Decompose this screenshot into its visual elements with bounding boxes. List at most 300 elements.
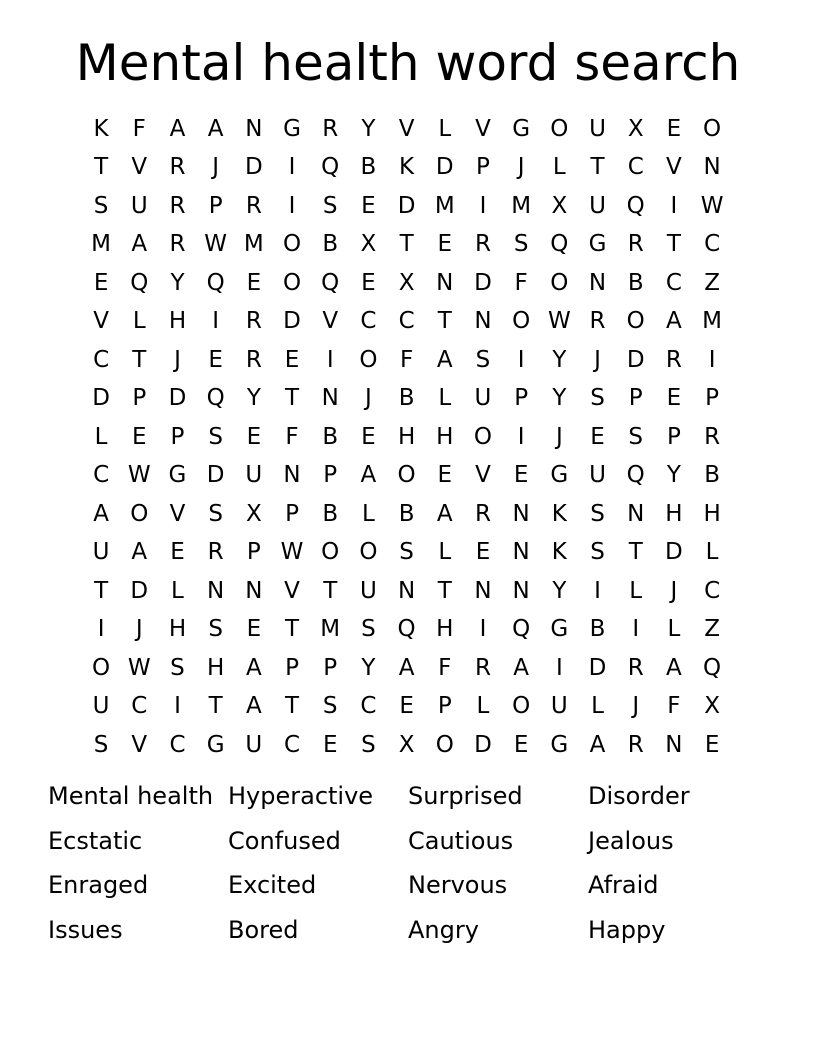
letter-grid [82,110,731,765]
grid-letter: E [322,731,338,758]
grid-letter: E [246,616,262,643]
grid-letter: G [550,462,569,489]
grid-letter: J [517,154,525,181]
grid-letter: E [284,346,300,373]
grid-letter: D [130,577,149,604]
grid-letter: V [131,731,148,758]
grid-letter: C [169,731,186,758]
grid-letter: N [207,577,225,604]
grid-letter: P [705,385,720,412]
grid-letter: O [550,269,569,296]
grid-letter: O [282,269,302,296]
grid-letter: D [244,154,263,181]
grid-letter: R [627,231,644,258]
grid-letter: S [590,500,605,527]
grid-letter: C [704,231,721,258]
grid-letter: W [700,192,724,219]
grid-letter: F [132,115,146,142]
grid-letter: S [628,423,644,450]
grid-letter: C [627,154,644,181]
grid-letter: S [590,385,605,412]
grid-letter: Z [704,616,720,643]
grid-letter: A [666,654,682,681]
grid-letter: P [666,423,681,450]
grid-letter: A [169,115,186,142]
grid-letter: X [704,693,720,720]
grid-letter: T [132,346,147,373]
grid-letter: R [474,500,491,527]
grid-letter: I [288,192,296,219]
grid-letter: S [208,616,223,643]
grid-letter: D [474,731,492,758]
grid-letter: F [285,423,299,450]
grid-letter: E [399,693,414,720]
grid-letter: X [398,731,415,758]
grid-letter: P [285,654,299,681]
grid-letter: I [555,654,563,681]
grid-letter: Y [246,385,261,412]
page-title: Mental health word search [75,34,741,92]
grid-letter: U [245,731,263,758]
grid-letter: C [284,731,301,758]
grid-letter: L [438,115,452,142]
grid-letter: T [285,385,300,412]
grid-letter: X [245,500,262,527]
grid-letter: V [169,500,186,527]
grid-letter: B [322,423,339,450]
grid-letter: X [551,192,568,219]
grid-letter: C [93,346,110,373]
grid-letter: E [437,231,453,258]
word-list-item: Surprised [408,782,523,810]
grid-letter: J [174,346,181,373]
grid-letter: T [208,693,223,720]
grid-letter: R [704,423,721,450]
grid-letter: J [594,346,601,373]
grid-letter: T [94,577,109,604]
grid-letter: U [359,577,377,604]
grid-letter: A [131,539,148,566]
grid-letter: C [360,693,377,720]
word-list-item: Excited [228,871,317,900]
grid-letter: H [703,500,721,527]
grid-letter: Z [704,269,720,296]
grid-letter: E [666,115,682,142]
grid-letter: P [323,654,338,681]
grid-letter: T [628,539,643,566]
grid-letter: T [437,577,452,604]
grid-letter: F [514,269,528,296]
grid-letter: N [627,500,645,527]
grid-letter: O [703,115,722,142]
grid-letter: L [629,577,643,604]
grid-letter: Q [206,269,225,296]
grid-letter: I [708,346,716,373]
grid-letter: S [208,500,223,527]
grid-letter: A [436,346,453,373]
grid-letter: Y [552,385,567,412]
grid-letter: I [479,616,487,643]
grid-letter: E [361,269,376,296]
grid-letter: R [474,231,491,258]
grid-letter: M [243,231,264,258]
grid-letter: I [632,616,640,643]
grid-letter: H [207,654,225,681]
grid-letter: W [547,308,571,335]
grid-letter: S [322,693,338,720]
grid-letter: R [207,539,224,566]
grid-letter: E [666,385,682,412]
grid-letter: C [665,269,682,296]
grid-letter: N [512,539,530,566]
grid-letter: J [212,154,220,181]
grid-letter: H [397,423,416,450]
grid-letter: V [93,308,109,335]
grid-letter: R [169,231,186,258]
grid-letter: N [245,577,263,604]
grid-letter: A [666,308,682,335]
grid-letter: L [438,385,452,412]
grid-letter: D [92,385,110,412]
grid-letter: D [206,462,225,489]
grid-letter: Q [321,269,340,296]
grid-letter: M [434,192,455,219]
grid-letter: N [436,269,454,296]
grid-letter: X [398,269,415,296]
grid-letter: G [168,462,187,489]
grid-letter: V [284,577,300,604]
grid-letter: J [555,423,563,450]
grid-letter: H [436,616,454,643]
grid-letter: R [322,115,339,142]
grid-letter: U [474,385,492,412]
grid-letter: C [93,462,110,489]
grid-letter: N [397,577,416,604]
grid-letter: I [517,346,525,373]
grid-letter: T [666,231,681,258]
grid-letter: V [475,462,491,489]
grid-letter: Q [321,154,340,181]
grid-letter: B [704,462,720,489]
word-list-item: Ecstatic [48,826,143,855]
grid-letter: A [513,654,530,681]
grid-letter: A [436,500,453,527]
grid-letter: L [705,539,719,566]
grid-letter: E [590,423,605,450]
grid-letter: N [665,731,683,758]
grid-letter: D [283,308,301,335]
grid-letter: A [360,462,377,489]
grid-letter: R [245,308,262,335]
grid-letter: H [168,616,187,643]
grid-letter: O [321,539,340,566]
grid-letter: E [513,731,529,758]
grid-letter: A [207,115,224,142]
grid-letter: T [285,693,300,720]
grid-letter: I [479,192,487,219]
grid-letter: W [280,539,304,566]
grid-letter: P [132,385,147,412]
grid-letter: R [474,654,491,681]
grid-letter: O [435,731,454,758]
grid-letter: D [397,192,416,219]
grid-letter: T [590,154,605,181]
word-list-item: Happy [588,915,666,944]
grid-letter: R [627,731,644,758]
grid-letter: U [589,462,606,489]
grid-letter: Y [361,115,376,142]
grid-letter: J [135,616,143,643]
word-list-item: Issues [48,915,123,944]
grid-letter: N [245,115,263,142]
grid-letter: P [246,539,261,566]
grid-letter: O [92,654,111,681]
grid-letter: I [670,192,678,219]
grid-letter: Q [206,385,225,412]
grid-letter: R [245,346,262,373]
grid-letter: H [665,500,683,527]
grid-letter: O [550,115,569,142]
grid-letter: B [398,500,415,527]
grid-letter: S [93,731,109,758]
grid-letter: T [399,231,414,258]
grid-letter: S [322,192,338,219]
grid-letter: P [628,385,643,412]
grid-letter: O [359,539,378,566]
word-list-item: Cautious [408,826,514,855]
grid-letter: T [285,616,300,643]
grid-letter: Q [130,269,149,296]
grid-letter: V [666,154,682,181]
grid-letter: N [512,500,530,527]
grid-letter: N [474,577,492,604]
word-list-item: Afraid [588,871,659,900]
grid-letter: P [476,154,490,181]
grid-letter: S [361,616,376,643]
grid-letter: Q [626,462,645,489]
grid-letter: W [127,654,151,681]
grid-letter: U [92,539,110,566]
word-list-item: Hyperactive [228,782,374,810]
grid-letter: F [667,693,681,720]
grid-letter: S [590,539,605,566]
grid-letter: V [131,154,148,181]
grid-letter: G [550,731,569,758]
grid-letter: N [283,462,301,489]
grid-letter: X [627,115,644,142]
word-list-item: Bored [228,915,299,944]
grid-letter: Q [626,192,645,219]
grid-letter: B [322,500,339,527]
grid-letter: O [473,423,493,450]
grid-letter: S [170,654,185,681]
grid-letter: E [132,423,147,450]
grid-letter: R [665,346,682,373]
grid-letter: S [513,231,529,258]
grid-letter: L [438,539,452,566]
word-list-item: Angry [408,915,479,944]
grid-letter: T [94,154,109,181]
grid-letter: D [474,269,492,296]
word-list-item: Mental health [48,782,214,810]
grid-letter: U [550,693,568,720]
grid-letter: C [131,693,148,720]
grid-letter: B [322,231,339,258]
grid-letter: R [627,654,644,681]
grid-letter: C [398,308,415,335]
grid-letter: S [399,539,414,566]
grid-letter: P [208,192,223,219]
grid-letter: P [437,693,452,720]
word-list-item: Confused [228,826,341,855]
grid-letter: R [245,192,262,219]
grid-letter: X [360,231,377,258]
grid-letter: P [170,423,185,450]
grid-letter: K [551,539,567,566]
grid-letter: N [512,577,530,604]
grid-letter: P [323,462,338,489]
grid-letter: I [288,154,296,181]
grid-letter: M [91,231,112,258]
grid-letter: B [627,269,644,296]
grid-letter: B [360,154,377,181]
grid-letter: E [361,192,376,219]
grid-letter: C [704,577,721,604]
grid-letter: L [591,693,604,720]
grid-letter: U [589,192,606,219]
grid-letter: O [397,462,416,489]
grid-letter: H [168,308,187,335]
grid-letter: T [323,577,338,604]
grid-letter: E [361,423,376,450]
grid-letter: Q [550,231,569,258]
grid-letter: L [552,154,566,181]
grid-letter: S [361,731,376,758]
grid-letter: E [437,462,453,489]
grid-letter: M [511,192,532,219]
grid-letter: F [399,346,414,373]
grid-letter: E [475,539,491,566]
grid-letter: O [130,500,149,527]
grid-letter: L [94,423,108,450]
grid-letter: P [514,385,529,412]
grid-letter: K [399,154,415,181]
grid-letter: Y [552,577,567,604]
grid-letter: N [321,385,339,412]
grid-letter: V [475,115,491,142]
grid-letter: S [475,346,491,373]
grid-letter: E [208,346,223,373]
grid-letter: A [245,693,262,720]
grid-letter: N [588,269,607,296]
grid-letter: A [93,500,109,527]
word-list-item: Disorder [588,782,690,810]
grid-letter: K [551,500,567,527]
grid-letter: A [589,731,606,758]
grid-letter: B [398,385,415,412]
grid-letter: E [246,423,262,450]
grid-letter: D [435,154,454,181]
grid-letter: Y [552,346,567,373]
grid-letter: A [245,654,262,681]
grid-letter: G [206,731,225,758]
grid-letter: J [670,577,678,604]
grid-letter: U [130,192,148,219]
grid-letter: O [626,308,645,335]
grid-letter: W [127,462,151,489]
grid-letter: O [512,693,531,720]
grid-letter: I [212,308,220,335]
grid-letter: P [285,500,299,527]
grid-letter: W [204,231,228,258]
grid-letter: I [517,423,525,450]
word-list-item: Jealous [588,826,674,855]
grid-letter: Q [512,616,531,643]
grid-letter: E [704,731,720,758]
grid-letter: S [208,423,223,450]
grid-letter: I [594,577,601,604]
grid-letter: M [320,616,341,643]
grid-letter: A [398,654,415,681]
grid-letter: G [550,616,569,643]
word-list-item: Nervous [408,871,508,900]
grid-letter: C [360,308,377,335]
grid-letter: J [365,385,372,412]
grid-letter: U [245,462,263,489]
grid-letter: B [589,616,606,643]
grid-letter: I [174,693,181,720]
grid-letter: F [438,654,452,681]
grid-letter: A [131,231,148,258]
grid-letter: D [626,346,645,373]
grid-letter: L [361,500,375,527]
grid-letter: U [92,693,110,720]
grid-letter: G [283,115,301,142]
grid-letter: M [702,308,723,335]
grid-letter: I [97,616,105,643]
grid-letter: R [169,154,186,181]
grid-letter: Q [703,654,722,681]
grid-letter: E [513,462,529,489]
grid-letter: G [588,231,607,258]
grid-letter: V [398,115,415,142]
grid-letter: L [171,577,184,604]
grid-letter: L [667,616,681,643]
grid-letter: O [282,231,302,258]
grid-letter: R [169,192,186,219]
grid-letter: O [512,308,531,335]
word-list [48,776,768,954]
grid-letter: N [703,154,721,181]
grid-letter: E [246,269,262,296]
grid-letter: Q [397,616,416,643]
grid-letter: I [326,346,334,373]
grid-letter: H [436,423,454,450]
grid-letter: J [632,693,640,720]
grid-letter: O [359,346,378,373]
word-list-item: Enraged [48,871,149,900]
grid-letter: L [476,693,490,720]
grid-letter: D [665,539,683,566]
grid-letter: S [93,192,109,219]
grid-letter: Y [170,269,185,296]
grid-letter: L [132,308,146,335]
grid-letter: Y [361,654,376,681]
grid-letter: D [588,654,607,681]
grid-letter: E [170,539,185,566]
grid-letter: E [93,269,109,296]
grid-letter: G [512,115,531,142]
